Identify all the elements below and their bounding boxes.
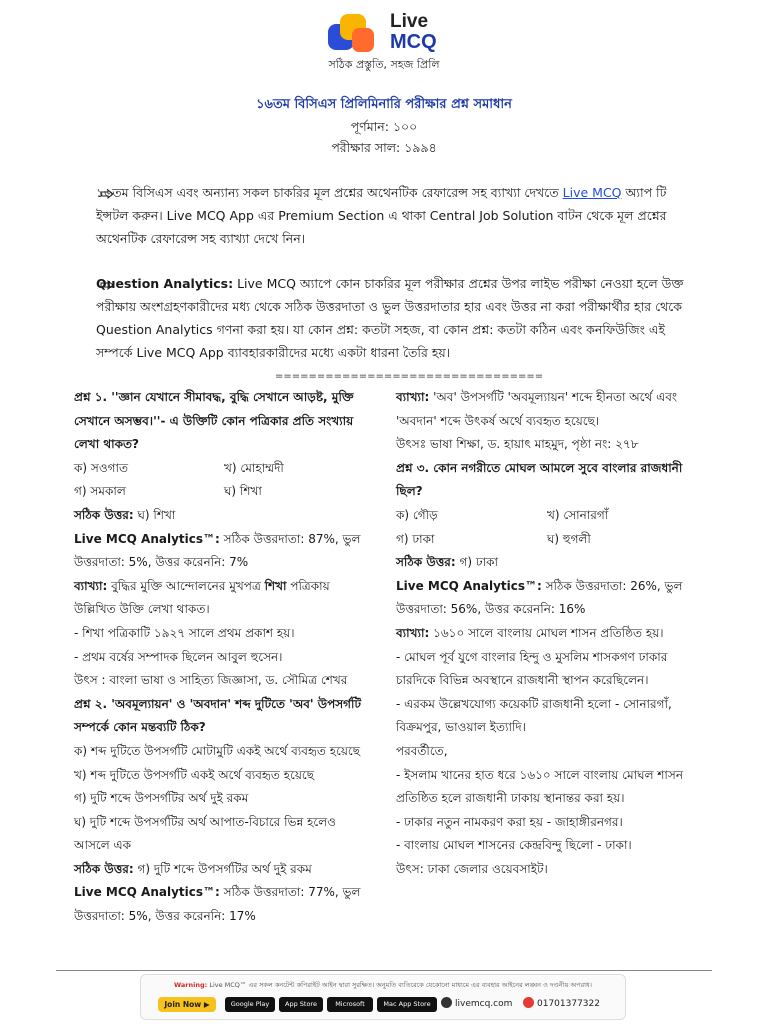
tagline: সঠিক প্রস্তুতি, সহজ প্রিলি (328, 58, 440, 71)
question-3: প্রশ্ন ৩. কোন নগরীতে মোঘল আমলে সুবে বাংলার রাজধানী ছিল? (396, 460, 683, 499)
q3-note-1: - মোঘল পূর্ব যুগে বাংলার হিন্দু ও মুসলিম শাসকগণ ঢাকার চারদিকে বিভিন্ন অবস্থানে রাজধানী স্থাপন করেছিলেন। (396, 649, 668, 688)
app-store-badge[interactable]: App Store (279, 997, 323, 1012)
analytics-label: Question Analytics: (96, 276, 234, 291)
right-column (396, 386, 698, 881)
q1-explanation-text-1: বুদ্ধির মুক্তি আন্দোলনের মুখপত্র (107, 578, 265, 593)
q2-correct-answer (74, 858, 374, 882)
q2-explanation (396, 386, 698, 433)
q2-option-d: ঘ) দুটি শব্দে উপসর্গটির অর্থ আপাত-বিচারে ভিন্ন হলেও আসলে এক (74, 814, 337, 853)
q1-note-2: - প্রথম বর্ষের সম্পাদক ছিলেন আবুল হুসেন। (74, 649, 283, 664)
brand-line2: MCQ (390, 31, 437, 53)
q3-correct-value: গ) ঢাকা (455, 555, 499, 570)
q1-analytics-label: Live MCQ Analytics™: (74, 531, 220, 546)
phone[interactable] (523, 997, 600, 1012)
q1-analytics-value: সঠিক উত্তরদাতা: 87%, ভুল উত্তরদাতা: 5%, উত্তর করেননি: 7% (74, 531, 361, 570)
q3-explanation-label: ব্যাখ্যা: (396, 625, 430, 640)
q3-option-a: ক) গৌড় (396, 507, 438, 522)
q2-analytics-label: Live MCQ Analytics™: (74, 885, 220, 900)
q3-note-3: পরবর্তীতে, (396, 743, 448, 758)
exam-year: পরীক্ষার সাল: ১৯৯৪ (331, 140, 437, 155)
q3-option-b: খ) সোনারগাঁ (547, 507, 609, 522)
q3-analytics-label: Live MCQ Analytics™: (396, 578, 542, 593)
q1-note-1: - শিখা পত্রিকাটি ১৯২৭ সালে প্রথম প্রকাশ হয়। (74, 625, 295, 640)
q3-note-4: - ইসলাম খানের হাত ধরে ১৬১০ সালে বাংলায় মোঘল শাসন প্রতিষ্ঠিত হলে রাজধানী ঢাকায় স্থানান্তর করা হয়। (396, 767, 683, 806)
analytics-text: Live MCQ অ্যাপে কোন চাকরির মূল পরীক্ষার প্রশ্নের উপর লাইভ পরীক্ষা নেওয়া হলে উক্ত পরীক্ষায় অংশগ্রহণকারীদের মধ্য থেকে সঠিক উত্তরদাতা ও ভুল উত্তরদাতার হার এবং উত্তর না করা পরীক্ষার্থীর হার থেকে Question Analytics গণনা করা হয়। যা কোন প্রশ্ন: কতটা সহজ, বা কোন প্রশ্ন: কতটা কঠিন এবং কনফিউজিং এই সম্পর্কে Live MCQ App ব্যাবহারকারীদের মধ্যে একটা ধারনা তৈরি হয়। (96, 276, 684, 360)
q3-analytics (396, 575, 698, 622)
footer-banner (140, 974, 626, 1020)
q3-correct-label: সঠিক উত্তর: (396, 555, 456, 570)
page-title: ১৬তম বিসিএস প্রিলিমিনারি পরীক্ষার প্রশ্ন সমাধান (256, 97, 512, 112)
phone-text: 01701377322 (537, 999, 600, 1009)
q1-correct-value: ঘ) শিখা (133, 507, 176, 522)
q1-option-b: খ) মোহাম্মদী (224, 460, 284, 475)
warning-label: Warning: (173, 981, 208, 989)
q3-source: উৎস: ঢাকা জেলার ওয়েবসাইট। (396, 861, 548, 876)
footer-divider (56, 970, 712, 971)
q2-correct-label: সঠিক উত্তর: (74, 861, 134, 876)
q3-explanation (396, 622, 698, 646)
q1-explanation (74, 575, 374, 622)
q2-option-a: ক) শব্দ দুটিতে উপসর্গটি মোটামুটি একই অর্থে ব্যবহৃত হয়েছে (74, 743, 360, 758)
live-mcq-logo (326, 12, 384, 58)
q1-explanation-label: ব্যাখ্যা: (74, 578, 108, 593)
intro-paragraph-install (96, 181, 696, 250)
q1-option-c: গ) সমকাল (74, 484, 126, 499)
intro-text-1: ১৬তম বিসিএস এবং অন্যান্য সকল চাকরির মূল প্রশ্নের অথেনটিক রেফারেন্স সহ ব্যাখ্যা দেখতে (96, 185, 563, 200)
separator-line: ================================ (275, 371, 544, 382)
intro-text-2: অ্যাপ টি ইন্সটল করুন। Live MCQ App এর Premium Section এ থাকা Central Job Solution বাটন থেকে মূল প্রশ্নের অথেনটিক রেফারেন্স সহ ব্যাখ্যা দেখে নিন। (96, 185, 667, 246)
full-marks: পূর্ণমান: ১০০ (350, 119, 418, 134)
q3-correct-answer (396, 551, 698, 575)
q2-analytics-value: সঠিক উত্তরদাতা: 77%, ভুল উত্তরদাতা: 5%, উত্তর করেননি: 17% (74, 885, 361, 924)
question-3-options (396, 504, 698, 551)
q1-correct-answer (74, 504, 374, 528)
question-1-options (74, 457, 374, 504)
q1-option-a: ক) সওগাত (74, 460, 128, 475)
q3-explanation-text: ১৬১০ সালে বাংলায় মোঘল শাসন প্রতিষ্ঠিত হয়। (429, 625, 664, 640)
q2-option-c: গ) দুটি শব্দে উপসর্গটির অর্থ দুই রকম (74, 791, 249, 806)
join-now-button[interactable]: Join Now ▶ (158, 997, 216, 1012)
warning-text: Live MCQ™ এর সকল কনটেন্ট কপিরাইট আইন দ্বারা সুরক্ষিত। অনুমতি ব্যতিরেকে যেকোনো মাধ্যমে এর ব্যবহার আইনের লঙ্ঘন ও দণ্ডনীয় অপরাধ। (207, 981, 593, 989)
copyright-warning (141, 980, 625, 991)
q3-analytics-value: সঠিক উত্তরদাতা: 26%, ভুল উত্তরদাতা: 56%, উত্তর করেননি: 16% (396, 578, 683, 617)
q1-analytics (74, 528, 374, 575)
google-play-badge[interactable]: Google Play (225, 997, 275, 1012)
microsoft-store-badge[interactable]: Microsoft (327, 997, 373, 1012)
q2-option-b: খ) শব্দ দুটিতে উপসর্গটি একই অর্থে ব্যবহৃত হয়েছে (74, 767, 315, 782)
q2-correct-value: গ) দুটি শব্দে উপসর্গটির অর্থ দুই রকম (133, 861, 312, 876)
question-2: প্রশ্ন ২. 'অবমূল্যায়ন' ও 'অবদান' শব্দ দুটিতে 'অব' উপসর্গটি সম্পর্কে কোন মন্তব্যটি ঠিক? (74, 696, 362, 735)
q1-source: উৎস : বাংলা ভাষা ও সাহিত্য জিজ্ঞাসা, ড. সৌমিত্র শেখর (74, 673, 348, 688)
q3-option-c: গ) ঢাকা (396, 531, 435, 546)
q3-option-d: ঘ) হুগলী (547, 531, 591, 546)
q3-note-6: - বাংলায় মোঘল শাসনের কেন্দ্রবিন্দু ছিলো - ঢাকা। (396, 838, 632, 853)
q2-explanation-label: ব্যাখ্যা: (396, 390, 430, 404)
q1-explanation-bold: শিখা (264, 578, 287, 593)
question-1: প্রশ্ন ১. ''জ্ঞান যেখানে সীমাবদ্ধ, বুদ্ধি সেখানে আড়ষ্ট, মুক্তি সেখানে অসম্ভব।''- এ উক্তিটি কোন পত্রিকার প্রতি সংখ্যায় লেখা থাকত? (74, 390, 354, 452)
q1-correct-label: সঠিক উত্তর: (74, 507, 134, 522)
q3-note-2: - এরকম উল্লেখযোগ্য কয়েকটি রাজধানী হলো - সোনারগাঁ, বিক্রমপুর, ভাওয়াল ইত্যাদি। (396, 696, 672, 735)
mac-app-store-badge[interactable]: Mac App Store (377, 997, 437, 1012)
q2-source: উৎসঃ ভাষা শিক্ষা, ড. হায়াৎ মাহমুদ, পৃষ্ঠা নং: ২৭৮ (396, 437, 639, 452)
website-text: livemcq.com (455, 999, 513, 1009)
intro-paragraph-analytics (96, 272, 696, 364)
q1-option-d: ঘ) শিখা (224, 484, 262, 499)
q2-analytics (74, 881, 374, 928)
phone-icon (523, 997, 534, 1008)
left-column (74, 386, 374, 929)
q2-explanation-text: 'অব' উপসর্গটি 'অবমূল্যায়ন' শব্দে হীনতা অর্থে এবং 'অবদান' শব্দে উৎকর্ষ অর্থে ব্যবহৃত হয়েছে। (396, 390, 678, 428)
q3-note-5: - ঢাকার নতুন নামকরণ করা হয় - জাহাঙ্গীরনগর। (396, 814, 623, 829)
brand-name (390, 12, 437, 52)
website[interactable] (441, 997, 512, 1012)
brand-line1: Live (390, 11, 429, 32)
live-mcq-link[interactable]: Live MCQ (562, 185, 622, 200)
globe-icon (441, 997, 452, 1008)
q1-explanation-text-2: পত্রিকায় উল্লিখিত উক্তি লেখা থাকত। (74, 578, 330, 617)
